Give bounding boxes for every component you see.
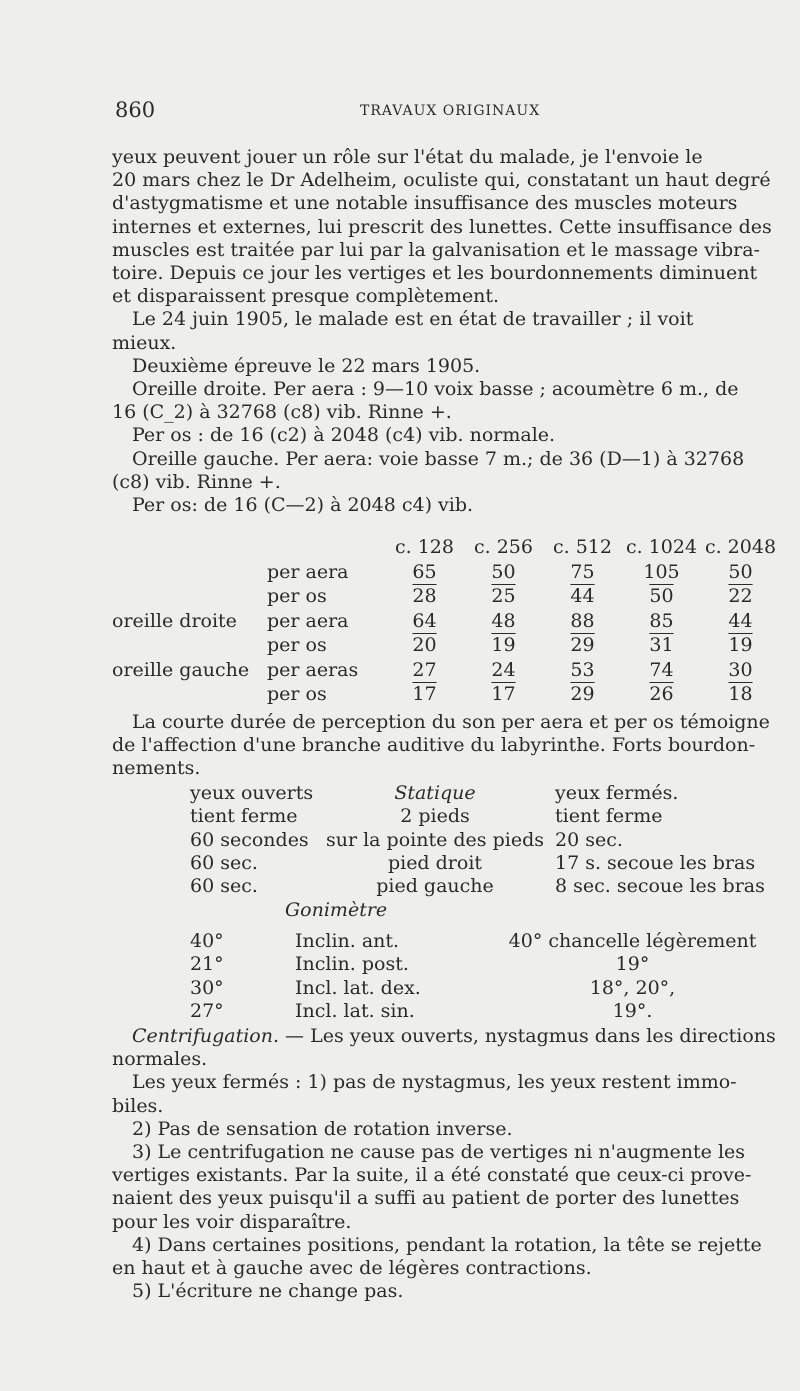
paragraph-centrifugation: Centrifugation. — Les yeux ouverts, nystagmus dans les directions normales. [112,1025,776,1071]
table-row: per aera 65 50 75 105 50 [267,560,753,583]
paragraph-8: La courte durée de perception du son per aera et per os témoigne de l'affection d'une branche auditive du labyrinthe. Forts bourdon- nements. [112,711,770,780]
column-header: c. 1024 [625,536,698,559]
table-row: 60 sec. pied droit 17 s. secoue les bras [190,852,756,875]
paragraph-11: 3) Le centrifugation ne cause pas de vertiges ni n'augmente les vertiges existants. Par la suite, il a été constaté que ceux-ci prove- naient des yeux puisqu'il a suffi au patient de porter des lunettes pour les voir disparaître. [112,1141,752,1233]
column-header: c. 512 [553,536,612,559]
table-row: oreille gauche per aeras 27 24 53 74 30 [112,658,753,681]
table-row: per os 28 25 44 50 22 [267,585,753,608]
table-row: per os 17 17 29 26 18 [267,683,753,706]
gonimetre-heading: Gonimètre [285,898,388,921]
paragraph-3: Deuxième épreuve le 22 mars 1905. [132,354,481,377]
table-row: 30° Incl. lat. dex. 18°, 20°, [190,976,676,999]
table-header-row [112,535,780,560]
statique-table [190,782,780,922]
paragraph-9: Les yeux fermés : 1) pas de nystagmus, les yeux restent immo- biles. [112,1071,737,1117]
table-row: oreille droite per aera 64 48 88 85 44 [112,609,753,632]
running-head: TRAVAUX ORIGINAUX [360,103,541,119]
paragraph-1: yeux peuvent jouer un rôle sur l'état du malade, je l'envoie le 20 mars chez le Dr Adelheim, oculiste qui, constatant un haut degré d'astygmatisme et une notable insuffisance des muscles moteurs internes et externes, lui prescrit des lunettes. Cette insuffisance des muscles est traitée par lui par la galvanisation et le massage vibra- toire. Depuis ce jour les vertiges et les bourdonnements diminuent et disparaissent presque complètement. [112,146,772,308]
statique-heading: Statique [394,782,476,805]
paragraph-6: Oreille gauche. Per aera: voie basse 7 m.; de 36 (D—1) à 32768 (c8) vib. Rinne +. [112,447,745,493]
text-block-mid [112,711,779,781]
table-row: 27° Incl. lat. sin. 19°. [190,1000,653,1023]
paragraph-13: 5) L'écriture ne change pas. [132,1280,404,1303]
paragraph-4: Oreille droite. Per aera : 9—10 voix basse ; acoumètre 6 m., de 16 (C_2) à 32768 (c8) vib. Rinne +. [112,378,739,424]
table-row: 60 secondes sur la pointe des pieds 20 sec. [190,828,623,851]
text-block-bottom [112,1025,779,1303]
column-header: c. 256 [474,536,533,559]
table-row: 60 sec. pied gauche 8 sec. secoue les bras [190,875,765,898]
table-row: per os 20 19 29 31 19 [267,634,753,657]
paragraph-10: 2) Pas de sensation de rotation inverse. [132,1117,513,1140]
paragraph-5: Per os : de 16 (c2) à 2048 (c4) vib. normale. [132,424,556,447]
table-row: 21° Inclin. post. 19° [190,953,650,976]
acoumetry-table [112,535,782,707]
table-row [190,898,780,921]
table-row: tient ferme 2 pieds tient ferme [190,805,663,828]
column-header: c. 128 [395,536,454,559]
paragraph-2: Le 24 juin 1905, le malade est en état de travailler ; il voit mieux. [112,308,694,354]
table-row: yeux ouverts Statique yeux fermés. [190,782,679,805]
paragraph-12: 4) Dans certaines positions, pendant la rotation, la tête se rejette en haut et à gauche avec de légères contractions. [112,1233,762,1280]
column-header: c. 2048 [704,536,777,559]
text-block-top [112,146,779,517]
gonimetre-table [190,930,780,1023]
paragraph-7: Per os: de 16 (C—2) à 2048 c4) vib. [132,494,474,517]
table-row: 40° Inclin. ant. 40° chancelle légèrement [190,930,757,953]
page-number: 860 [115,98,156,122]
page-header [115,98,775,128]
